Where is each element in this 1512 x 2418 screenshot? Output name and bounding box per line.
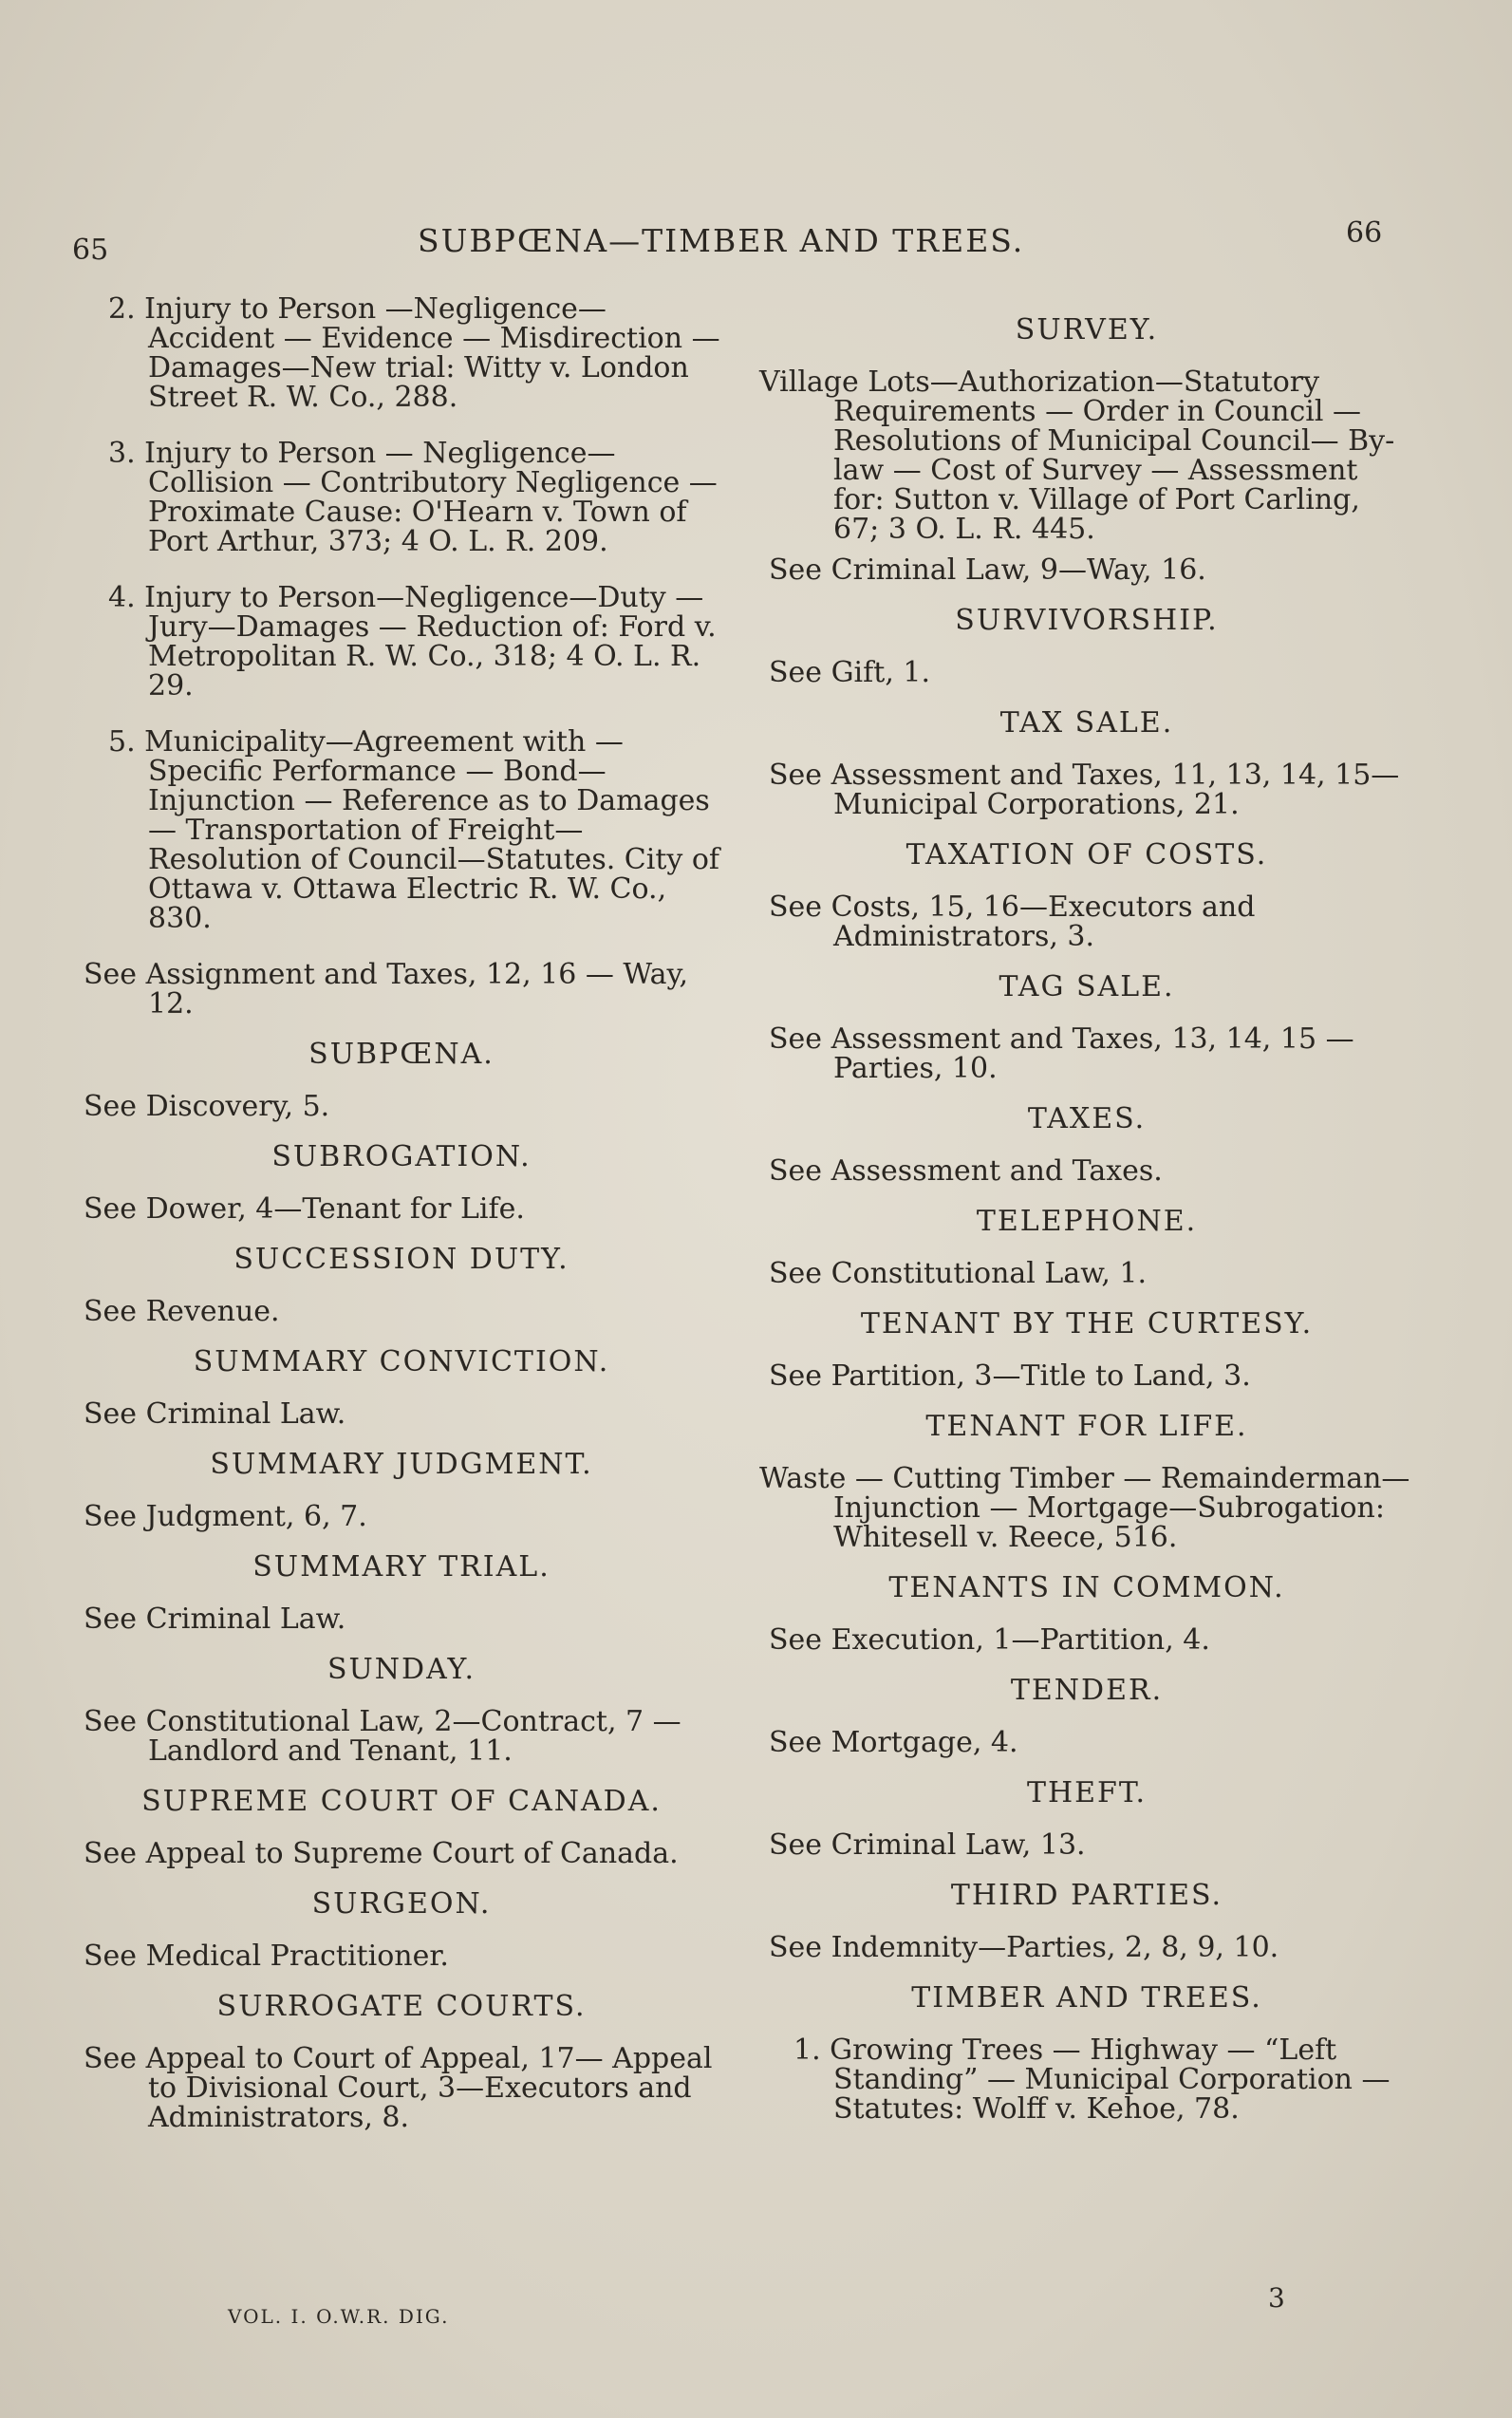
section-heading: TAXATION OF COSTS. bbox=[905, 838, 1268, 872]
index-entry: See Medical Practitioner. bbox=[84, 1940, 449, 1973]
index-entry: Waste — Cutting Timber — Remainderman—Injunction — Mortgage—Subrogation: Whitesell v. Reece, 516. bbox=[759, 1462, 1410, 1554]
section-heading: SURGEON. bbox=[311, 1887, 492, 1921]
page-header bbox=[0, 216, 1512, 273]
section-heading: SURVIVORSHIP. bbox=[955, 604, 1219, 637]
section-heading: SURROGATE COURTS. bbox=[216, 1990, 587, 2023]
section-heading: SUMMARY TRIAL. bbox=[252, 1550, 551, 1584]
footer-signature: VOL. I. O.W.R. DIG. bbox=[228, 2305, 450, 2328]
section-heading: TAG SALE. bbox=[999, 970, 1175, 1003]
section-heading: TENANTS IN COMMON. bbox=[888, 1571, 1285, 1604]
index-entry: See Revenue. bbox=[84, 1295, 280, 1328]
section-heading: TENDER. bbox=[1010, 1674, 1164, 1707]
index-entry: See Constitutional Law, 2—Contract, 7 —Landlord and Tenant, 11. bbox=[84, 1705, 681, 1768]
index-entry: See Appeal to Supreme Court of Canada. bbox=[84, 1837, 679, 1870]
running-title: SUBPŒNA—TIMBER AND TREES. bbox=[418, 222, 1025, 259]
index-entry: See Judgment, 6, 7. bbox=[84, 1500, 367, 1533]
section-heading: TAXES. bbox=[1027, 1102, 1147, 1135]
index-entry: See Execution, 1—Partition, 4. bbox=[769, 1623, 1210, 1657]
section-heading: SUPREME COURT OF CANADA. bbox=[141, 1785, 662, 1818]
index-entry: See Gift, 1. bbox=[769, 656, 931, 689]
index-entry: See Criminal Law. bbox=[84, 1397, 346, 1431]
index-entry: See Indemnity—Parties, 2, 8, 9, 10. bbox=[769, 1931, 1279, 1964]
index-entry: Village Lots—Authorization—Statutory Requirements — Order in Council — Resolutions of Municipal Council— By-law — Cost of Survey — Assessment for: Sutton v. Village of Port Carling, 67; 3 O. L. R. 445. bbox=[759, 366, 1395, 546]
section-heading: TENANT BY THE CURTESY. bbox=[860, 1307, 1314, 1340]
index-entry: See Mortgage, 4. bbox=[769, 1726, 1018, 1759]
index-entry: See Constitutional Law, 1. bbox=[769, 1257, 1148, 1290]
index-entry: See Assessment and Taxes, 13, 14, 15 —Parties, 10. bbox=[769, 1022, 1354, 1085]
index-entry: See Assessment and Taxes, 11, 13, 14, 15—Municipal Corporations, 21. bbox=[769, 759, 1400, 821]
index-entry: See Criminal Law, 13. bbox=[769, 1828, 1086, 1862]
section-heading: TELEPHONE. bbox=[976, 1205, 1198, 1238]
section-heading: TIMBER AND TREES. bbox=[911, 1981, 1262, 2015]
index-entry: See Dower, 4—Tenant for Life. bbox=[84, 1192, 525, 1226]
index-entry: See Assignment and Taxes, 12, 16 — Way, 12. bbox=[84, 958, 689, 1021]
index-entry: See Discovery, 5. bbox=[84, 1090, 330, 1123]
section-heading: SUBROGATION. bbox=[271, 1140, 532, 1173]
section-heading: SURVEY. bbox=[1015, 313, 1159, 347]
section-heading: SUCCESSION DUTY. bbox=[233, 1243, 569, 1276]
index-entry: 4. Injury to Person—Negligence—Duty —Jury—Damages — Reduction of: Ford v. Metropolitan R. W. Co., 318; 4 O. L. R. 29. bbox=[108, 581, 717, 703]
section-heading: SUBPŒNA. bbox=[308, 1038, 495, 1071]
right-column bbox=[759, 294, 1414, 2150]
left-column bbox=[74, 294, 729, 2140]
section-heading: TENANT FOR LIFE. bbox=[925, 1410, 1248, 1443]
index-entry: See Criminal Law. bbox=[84, 1603, 346, 1636]
footer-signature-number: 3 bbox=[1268, 2282, 1285, 2314]
index-entry: 3. Injury to Person — Negligence—Collision — Contributory Negligence — Proximate Cause: O'Hearn v. Town of Port Arthur, 373; 4 O. L. R. 209. bbox=[108, 437, 718, 558]
page-number-right: 66 bbox=[1346, 216, 1383, 250]
index-entry: See Assessment and Taxes. bbox=[769, 1154, 1163, 1188]
index-entry: See Costs, 15, 16—Executors and Administrators, 3. bbox=[769, 890, 1256, 953]
section-heading: TAX SALE. bbox=[999, 706, 1174, 740]
index-entry: See Criminal Law, 9—Way, 16. bbox=[769, 553, 1206, 587]
index-entry: 1. Growing Trees — Highway — “Left Standing” — Municipal Corporation —Statutes: Wolff v. Kehoe, 78. bbox=[793, 2034, 1391, 2126]
section-heading: THIRD PARTIES. bbox=[950, 1879, 1223, 1912]
section-heading: SUMMARY JUDGMENT. bbox=[210, 1448, 593, 1481]
section-heading: THEFT. bbox=[1026, 1776, 1148, 1809]
index-entry: 2. Injury to Person —Negligence—Accident — Evidence — Misdirection — Damages—New trial: Witty v. London Street R. W. Co., 288. bbox=[108, 292, 720, 414]
index-entry: 5. Municipality—Agreement with — Specific Performance — Bond—Injunction — Reference as to Damages — Transportation of Freight—Resolution of Council—Statutes. City of Ottawa v. Ottawa Electric R. W. Co., 830. bbox=[108, 725, 720, 935]
section-heading: SUMMARY CONVICTION. bbox=[193, 1345, 610, 1378]
index-entry: See Partition, 3—Title to Land, 3. bbox=[769, 1359, 1251, 1393]
index-entry: See Appeal to Court of Appeal, 17— Appeal to Divisional Court, 3—Executors and Administrators, 8. bbox=[84, 2042, 713, 2134]
section-heading: SUNDAY. bbox=[327, 1653, 476, 1686]
page-number-left: 65 bbox=[72, 234, 109, 267]
